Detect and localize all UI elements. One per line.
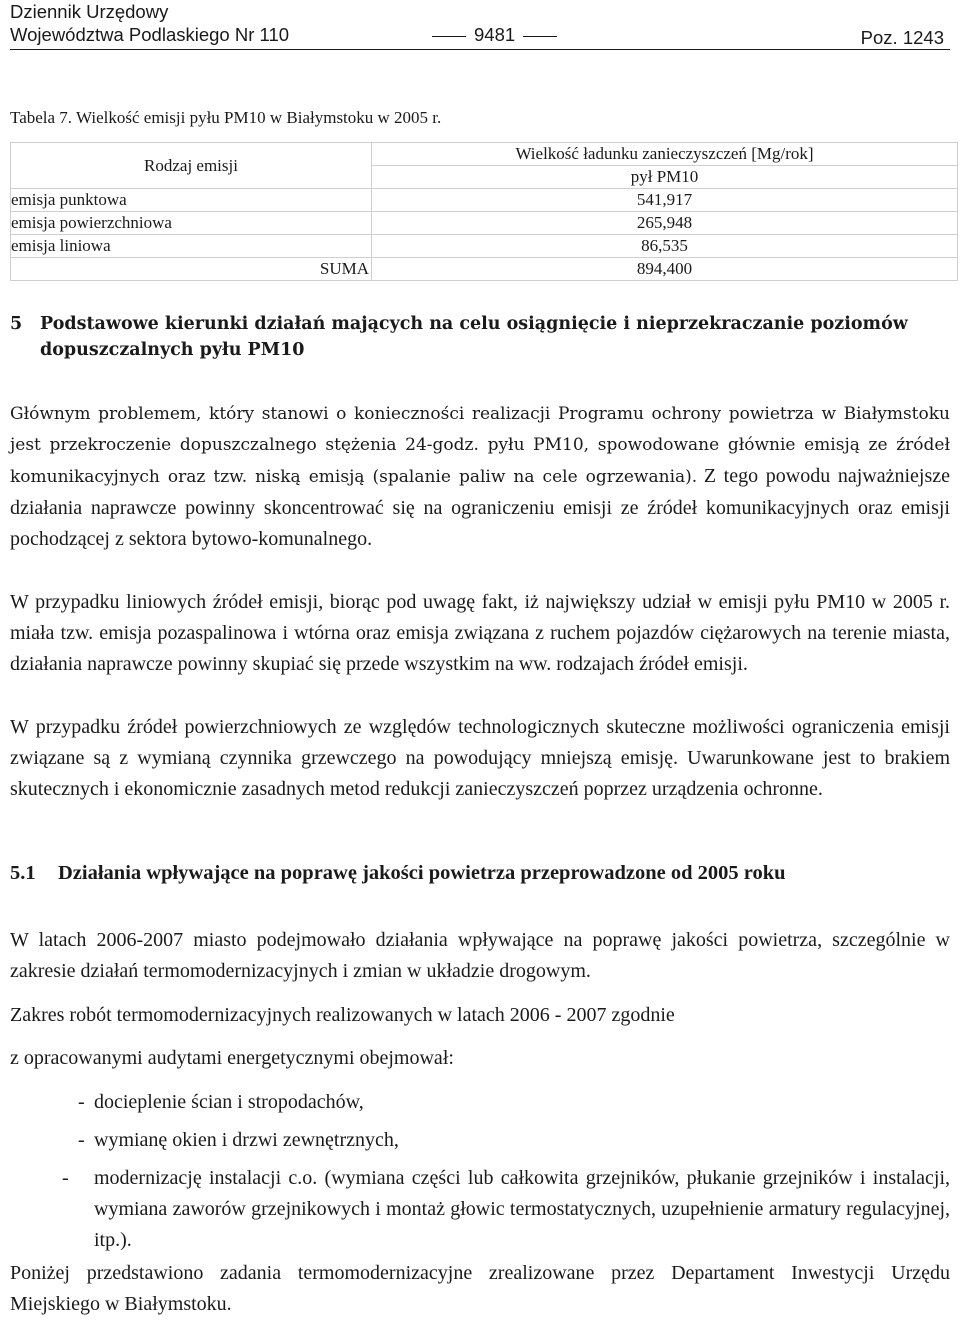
row-label: emisja punktowa [11,189,372,212]
list-item-text: docieplenie ścian i stropodachów, [94,1091,364,1113]
journal-title: Dziennik Urzędowy [10,1,169,22]
section-5-heading [10,311,950,363]
journal-volume: Województwa Podlaskiego Nr 110 [10,24,290,45]
table-row [11,235,958,258]
paragraph-6: Zakres robót termomodernizacyjnych realizowanych w latach 2006 - 2007 zgodnie [10,1004,675,1026]
row-label: emisja liniowa [11,235,372,258]
list-item [62,1163,950,1256]
emission-table [10,142,958,281]
section-5-number: 5 [10,314,23,334]
table-row [11,212,958,235]
col-type-header: Rodzaj emisji [11,143,372,189]
paragraph-4: W przypadku źródeł powierzchniowych ze względów technologicznych skuteczne możliwości ograniczenia emisji związane są z wymianą czynnika grzewczego na powodujący mniejszą emisję. Uwarunkowane jest to brakiem skutecznych i ekonomicznie zasadnych metod redukcji zanieczyszczeń poprzez urządzenia ochronne. [10,716,950,800]
section-5-1-number: 5.1 [10,862,36,884]
page-dash-left [432,36,466,37]
list-item [78,1087,950,1118]
page-number-text: 9481 [474,24,516,45]
section-5-title-line2: dopuszczalnych pyłu PM10 [40,340,305,360]
page-header [10,0,950,50]
col-load-subheader: pył PM10 [372,166,958,189]
list-item-text: modernizację instalacji c.o. (wymiana części lub całkowita grzejników, płukanie grzejników i instalacji, wymiana zaworów grzejnikowych i montaż głowic termostatycznych, uzupełnienie armatury regulacyjnej, itp.). [94,1167,950,1251]
position-number: Poz. 1243 [860,27,944,48]
paragraph-1: Głównym problemem, który stanowi o konieczności realizacji Programu ochrony powietrza w Białymstoku jest przekroczenie dopuszczalnego stężenia 24-godz. pyłu PM10, spowodowane głównie emisją ze źródeł komunikacyjnych oraz tzw. niską emisją (spalanie paliw na cele ogrzewania). [10,404,950,487]
col-load-header: Wielkość ładunku zanieczyszczeń [Mg/rok] [372,143,958,166]
paragraph-7: z opracowanymi audytami energetycznymi obejmował: [10,1047,454,1069]
sum-value: 894,400 [372,258,958,281]
table-row [11,189,958,212]
row-label: emisja powierzchniowa [11,212,372,235]
section-5-title-line1: Podstawowe kierunki działań mających na celu osiągnięcie i nieprzekraczanie poziomów [40,314,908,334]
section-5-1-heading [10,862,786,885]
list-item [78,1125,950,1156]
table-header-row [11,143,958,166]
table-sum-row [11,258,958,281]
sum-label: SUMA [11,258,372,281]
paragraph-2: Z tego powodu najważniejsze działania naprawcze powinny skoncentrować się na ograniczeniu emisji ze źródeł komunikacyjnych oraz emisji pochodzącej z sektora bytowo-komunalnego. [10,465,950,550]
page-number [424,23,565,46]
row-value: 541,917 [372,189,958,212]
list-dash: - [78,1091,85,1113]
list-dash: - [62,1167,69,1189]
row-value: 265,948 [372,212,958,235]
header-rule [10,49,950,50]
row-value: 86,535 [372,235,958,258]
paragraph-main [10,399,950,555]
page-dash-right [523,36,557,37]
list-item-text: wymianę okien i drzwi zewnętrznych, [94,1129,399,1151]
paragraph-3: W przypadku liniowych źródeł emisji, biorąc pod uwagę fakt, iż największy udział w emisji pyłu PM10 w 2005 r. miała tzw. emisja pozaspalinowa i wtórna oraz emisja związana z ruchem pojazdów ciężarowych na terenie miasta, działania naprawcze powinny skupiać się przede wszystkim na ww. rodzajach źródeł emisji. [10,591,950,675]
table-caption: Tabela 7. Wielkość emisji pyłu PM10 w Białymstoku w 2005 r. [10,108,442,127]
paragraph-8: Poniżej przedstawiono zadania termomodernizacyjne zrealizowane przez Departament Inwestycji Urzędu Miejskiego w Białymstoku. [10,1262,950,1315]
paragraph-5: W latach 2006-2007 miasto podejmowało działania wpływające na poprawę jakości powietrza, szczególnie w zakresie działań termomodernizacyjnych i zmian w układzie drogowym. [10,929,950,982]
section-5-1-title: Działania wpływające na poprawę jakości powietrza przeprowadzone od 2005 roku [58,862,786,884]
list-dash: - [78,1129,85,1151]
